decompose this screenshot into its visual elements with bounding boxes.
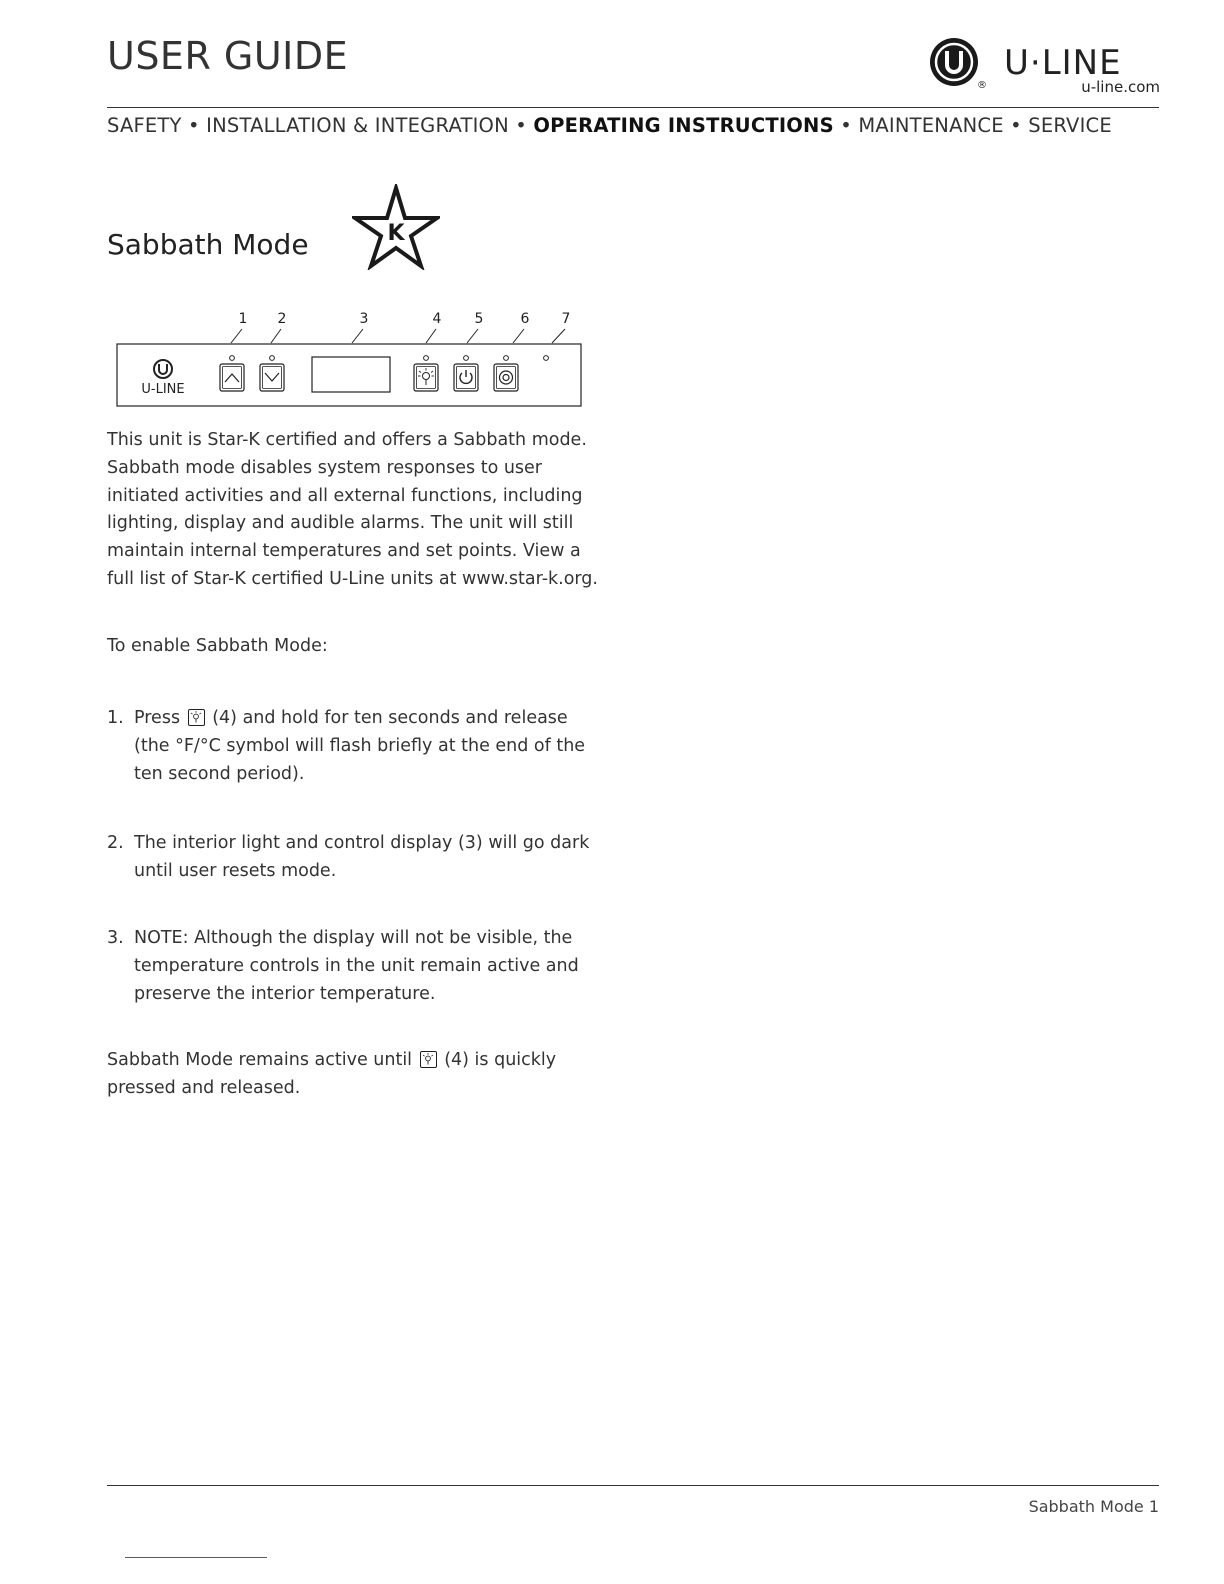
callout-2: 2 xyxy=(277,311,287,327)
nav-service[interactable]: SERVICE xyxy=(1028,114,1112,137)
mode-button[interactable] xyxy=(494,364,518,391)
footer-rule xyxy=(107,1485,1159,1486)
nav-maintenance[interactable]: MAINTENANCE xyxy=(858,114,1004,137)
closing-text-after: (4) is quickly pressed and released. xyxy=(107,1050,557,1098)
light-button-icon xyxy=(188,709,205,726)
callout-4: 4 xyxy=(432,311,442,327)
star-k-icon xyxy=(352,184,440,270)
footer-link-underline[interactable] xyxy=(125,1557,267,1558)
brand-url[interactable]: u-line.com xyxy=(1081,78,1160,96)
section-nav xyxy=(107,114,1159,137)
down-arrow-button[interactable] xyxy=(260,364,284,391)
step-number: 3. xyxy=(107,928,124,948)
guide-title: USER GUIDE xyxy=(107,34,349,78)
closing-paragraph xyxy=(107,1047,607,1103)
step-1 xyxy=(107,704,607,788)
callout-leaders xyxy=(231,329,565,343)
up-arrow-button[interactable] xyxy=(220,364,244,391)
step-text-before: Press xyxy=(134,708,181,728)
page-label: Sabbath Mode 1 xyxy=(1028,1497,1159,1516)
nav-installation[interactable]: INSTALLATION & INTEGRATION xyxy=(206,114,509,137)
step-text: The interior light and control display (3) will go dark until user resets mode. xyxy=(134,833,590,881)
control-panel-diagram xyxy=(110,305,590,415)
step-text: NOTE: Although the display will not be visible, the temperature controls in the unit remain active and preserve the interior temperature. xyxy=(134,928,579,1004)
section-title: Sabbath Mode xyxy=(107,228,309,261)
brand-wordmark: U·LINE xyxy=(1004,43,1122,83)
nav-safety[interactable]: SAFETY xyxy=(107,114,182,137)
closing-text-before: Sabbath Mode remains active until xyxy=(107,1050,413,1070)
nav-separator: • xyxy=(188,114,200,137)
control-display xyxy=(312,357,390,392)
intro-paragraph: This unit is Star-K certified and offers a Sabbath mode. Sabbath mode disables system responses to user initiated activities and all external functions, including lighting, display and audible alarms. The unit will still maintain internal temperatures and set points. View a full list of Star-K certified U-Line units at www.star-k.org. xyxy=(107,430,598,589)
callout-3: 3 xyxy=(359,311,369,327)
nav-separator: • xyxy=(840,114,852,137)
callout-6: 6 xyxy=(520,311,530,327)
star-k-letter: K xyxy=(387,221,405,246)
light-button[interactable] xyxy=(414,364,438,391)
header-rule xyxy=(107,107,1159,108)
panel-brand-label: U-LINE xyxy=(141,382,185,397)
step-number: 1. xyxy=(107,708,124,728)
nav-separator: • xyxy=(1010,114,1022,137)
callout-1: 1 xyxy=(238,311,248,327)
step-number: 2. xyxy=(107,833,124,853)
light-button-icon xyxy=(420,1051,437,1068)
registered-mark: ® xyxy=(977,80,987,91)
step-3 xyxy=(107,924,607,1008)
enable-heading: To enable Sabbath Mode: xyxy=(107,636,328,656)
step-text-after: (4) and hold for ten seconds and release (the °F/°C symbol will flash briefly at the end of the ten second period). xyxy=(134,708,586,784)
callout-5: 5 xyxy=(474,311,484,327)
step-2 xyxy=(107,829,607,885)
callout-7: 7 xyxy=(561,311,571,327)
nav-separator: • xyxy=(515,114,527,137)
power-button[interactable] xyxy=(454,364,478,391)
nav-operating-instructions[interactable]: OPERATING INSTRUCTIONS xyxy=(533,114,834,137)
